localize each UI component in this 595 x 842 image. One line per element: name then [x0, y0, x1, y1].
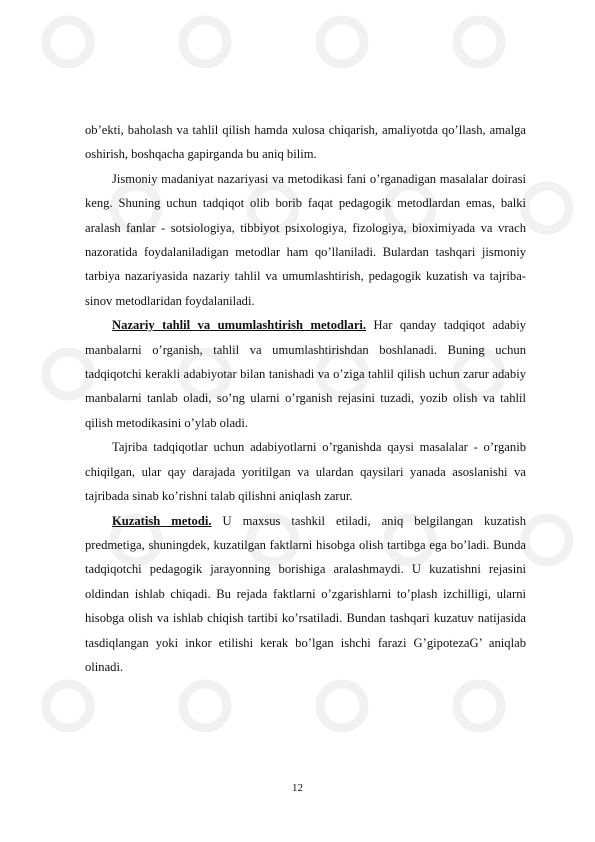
section-heading-observation: Kuzatish metodi. [112, 513, 212, 528]
paragraph-text: Jismoniy madaniyat nazariyasi va metodikasi fani o’rganadigan masalalar doirasi keng. Shuning uchun tadqiqot olib borib faqat pedagogik metodlardan emas, balki aralash fanlar - sotsiologiya, tibbiyot psixologiya, fizologiya, bioximiyada va vrach nazoratida foydalaniladigan metodlar ham qo’llaniladi. Bulardan tashqari jismoniy tarbiya nazariyasida nazariy tahlil va umumlashtirish, pedagogik kuzatish va tajriba-sinov metodlaridan foydalaniladi. [85, 171, 526, 308]
document-body [85, 118, 526, 679]
paragraph-experimental-research [85, 435, 526, 508]
paragraph-observation-method [85, 509, 526, 680]
paragraph-text: Har qanday tadqiqot adabiy manbalarni o’rganish, tahlil va umumlashtirishdan boshlanadi. Buning uchun tadqiqotchi kerakli adabiyotar bilan tanishadi va o’ziga tahlil qilish uchun zarur adabiy manbalarni tanlab oladi, so’ng ularni o’rganish rejasini tuzadi, yozib olish va tahlil qilish metodikasini o’ylab oladi. [85, 318, 527, 430]
page-number: 12 [292, 782, 303, 794]
paragraph-text: ob’ekti, baholash va tahlil qilish hamda xulosa chiqarish, amaliyotda qo’llash, amalga oshirish, boshqacha gapirganda bu aniq bilim. [85, 123, 526, 162]
section-heading-theoretical-analysis: Nazariy tahlil va umumlashtirish metodlari. [112, 318, 367, 333]
paragraph-text: U maxsus tashkil etiladi, aniq belgilangan kuzatish predmetiga, shuningdek, kuzatilgan faktlarni hisobga olish tartibga ega bo’ladi. Bunda tadqiqotchi pedagogik jarayonning borishiga aralashmaydi. U kuzatishni rejasini oldindan ishlab chiqadi. Bu rejada faktlarni o’zgarishlarni to’plash izchilligi, ularni hisobga olish va ishlab chiqish tartibi ko’rsatiladi. Bundan tashqari kuzatuv natijasida tasdiqlangan yoki inkor etilishi kerak bo’lgan ishchi farazi G’gipotezaG’ aniqlab olinadi. [85, 513, 526, 674]
paragraph-scope [85, 167, 526, 313]
paragraph-text: Tajriba tadqiqotlar uchun adabiyotlarni o’rganishda qaysi masalalar - o’rganib chiqilgan, ular qay darajada yoritilgan va ulardan qaysilari yanada asoslanishi va tajribada sinab ko’rishni talab qilishni aniqlash zarur. [85, 440, 526, 504]
paragraph-theoretical-methods [85, 313, 526, 435]
paragraph-continuation [85, 118, 526, 167]
